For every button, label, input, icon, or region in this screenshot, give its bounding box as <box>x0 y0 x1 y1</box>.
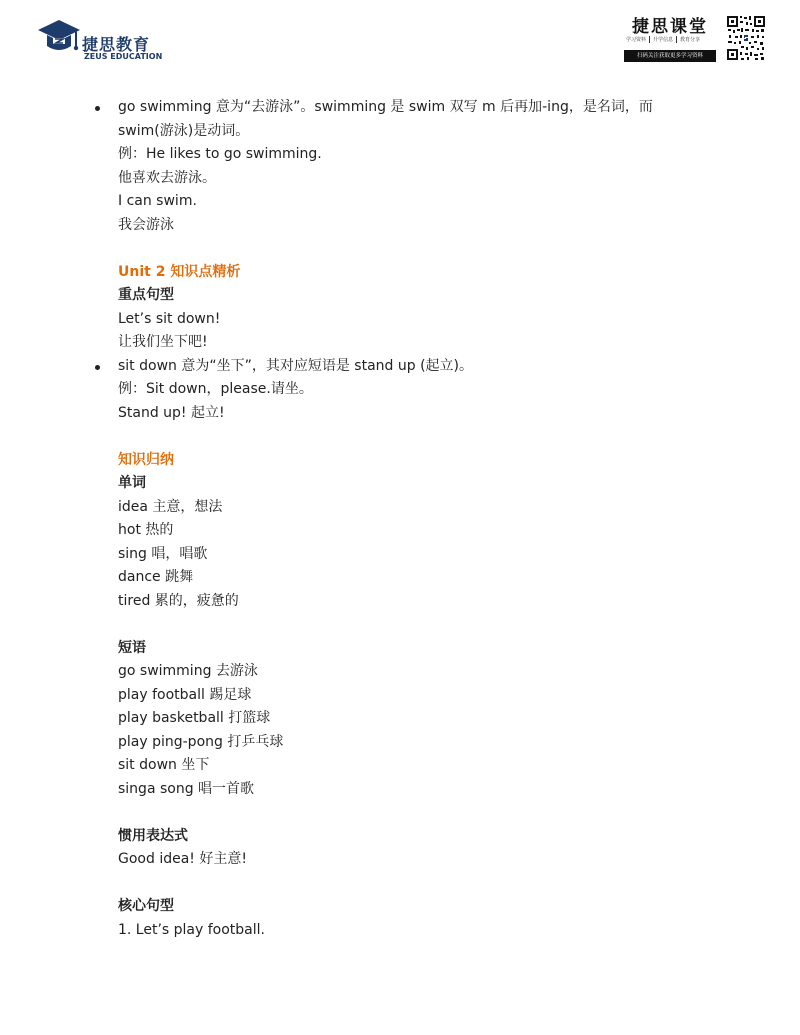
phrase-item: sit down 坐下 <box>118 757 210 773</box>
phrase-item: play football 踢足球 <box>118 686 252 703</box>
subheading-expressions: 惯用表达式 <box>118 827 188 844</box>
bullet-go-swimming: go swimming 意为“去游泳”。swimming 是 swim 双写 m 后再加-ing，是名词，而 <box>118 96 718 120</box>
word-item: idea 主意，想法 <box>118 498 223 515</box>
word-item: tired 累的，疲惫的 <box>118 592 239 609</box>
example-translation: 我会游泳 <box>118 216 174 233</box>
brand-tag: 升学信息 <box>649 36 673 43</box>
logo-chinese-name: 捷思教育 <box>82 35 151 54</box>
phrase-item: singa song 唱一首歌 <box>118 780 255 797</box>
brand-tag: 学习资料 <box>626 37 647 43</box>
brand-tag: 教育分享 <box>676 36 700 43</box>
logo-english-name: ZEUS EDUCATION <box>84 52 163 61</box>
phrase-item: play ping-pong 打乒乓球 <box>118 733 284 750</box>
brand-title: 捷思课堂 <box>632 17 708 37</box>
example-translation: 他喜欢去游泳。 <box>118 169 216 186</box>
expression-item: Good idea! 好主意! <box>118 851 247 867</box>
core-sentence-item: 1. Let’s play football. <box>118 921 265 938</box>
word-item: hot 热的 <box>118 522 174 538</box>
example-sentence: Stand up! 起立! <box>118 404 225 421</box>
example-sentence: 例：Sit down，please.请坐。 <box>118 381 313 397</box>
document-body <box>118 96 718 942</box>
example-sentence: I can swim. <box>118 193 197 209</box>
bullet-go-swimming-cont: swim(游泳)是动词。 <box>118 122 250 139</box>
key-sentence: Let’s sit down! <box>118 310 221 327</box>
subheading-core-sentences: 核心句型 <box>118 898 174 914</box>
subheading-phrases: 短语 <box>118 639 146 656</box>
subheading-key-sentences: 重点句型 <box>118 287 174 303</box>
brand-tags <box>626 36 700 43</box>
brand-block <box>624 12 716 64</box>
zeus-logo <box>36 16 166 66</box>
bullet-sit-down: sit down 意为“坐下”，其对应短语是 stand up (起立)。 <box>118 355 718 379</box>
phrase-item: play basketball 打篮球 <box>118 710 271 726</box>
qr-code-icon[interactable] <box>726 14 766 62</box>
graduation-cap-icon <box>36 16 82 62</box>
word-item: sing 唱，唱歌 <box>118 545 208 562</box>
phrase-item: go swimming 去游泳 <box>118 663 258 679</box>
section-title-summary: 知识归纳 <box>118 451 174 468</box>
word-item: dance 跳舞 <box>118 569 194 585</box>
key-sentence-translation: 让我们坐下吧! <box>118 334 208 350</box>
section-title-unit2: Unit 2 知识点精析 <box>118 263 241 280</box>
example-sentence: 例：He likes to go swimming. <box>118 146 322 162</box>
brand-slogan-bar: 扫码关注获取更多学习资料 <box>624 50 716 62</box>
subheading-words: 单词 <box>118 475 146 491</box>
